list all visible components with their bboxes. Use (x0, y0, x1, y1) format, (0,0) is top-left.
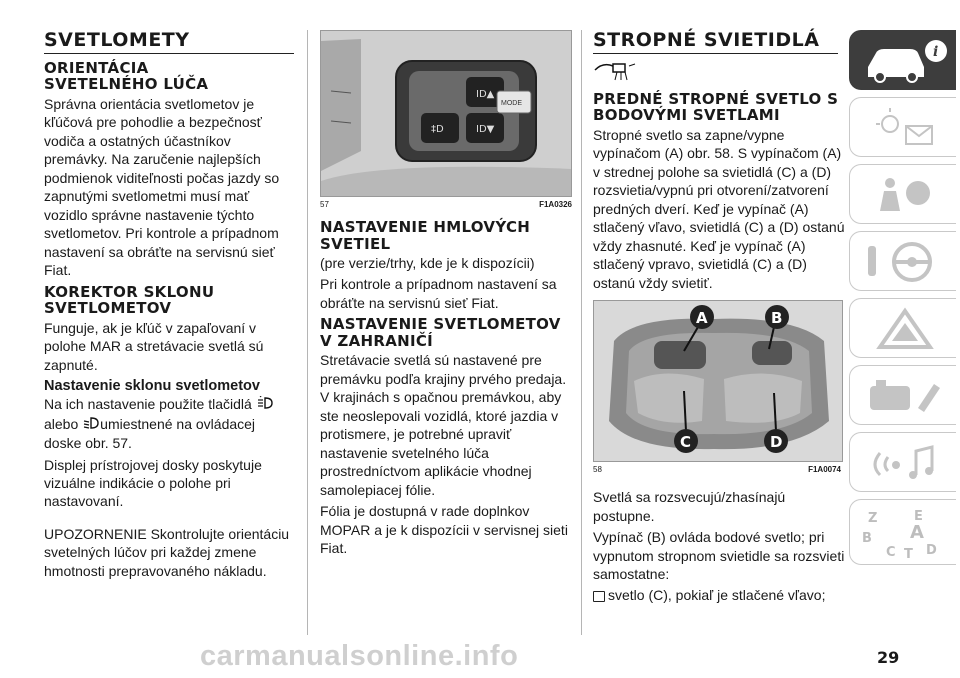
label-a: A (696, 309, 708, 328)
paragraph-verzie: (pre verzie/trhy, kde je k dispozícii) (320, 255, 535, 271)
tab-lights-warnings[interactable] (849, 97, 956, 157)
headlight-down-icon (82, 416, 100, 434)
wrench-icon (860, 372, 950, 420)
car-info-icon (860, 37, 950, 85)
index-letters-icon (860, 506, 950, 562)
tab-emergency[interactable] (849, 298, 956, 358)
svg-text:Z: Z (868, 511, 878, 526)
multimedia-icon (860, 439, 950, 487)
steering-wheel-icon (860, 238, 950, 286)
heading-orientacia: ORIENTÁCIA SVETELNÉHO LÚČA (44, 58, 209, 94)
paragraph-korektor: Funguje, ak je kľúč v zapaľovaní v polohe MAR a stretávacie svetlá sú zapnuté. (44, 319, 264, 373)
svg-text:ID▲: ID▲ (476, 89, 495, 100)
paragraph-vypinac-b: Vypínač (B) ovláda bodové svetlo; pri vypnutom stropnom svietidle sa rozsvieti samostatne: (593, 529, 845, 582)
tab-car-info[interactable] (849, 30, 956, 90)
bullet-item: svetlo (C), pokiaľ je stlačené vľavo; (593, 586, 845, 604)
column-middle (320, 30, 572, 561)
figure-code: F1A0326 (539, 200, 572, 209)
tab-safety[interactable] (849, 164, 956, 224)
figure-number: 57 (320, 200, 329, 209)
figure-caption (320, 200, 572, 209)
section-title-stropne: STROPNÉ SVIETIDLÁ (593, 30, 838, 54)
svg-text:ID▼: ID▼ (476, 124, 495, 135)
heading-korektor: KOREKTOR SKLONU SVETLOMETOV (44, 282, 215, 318)
svg-text:T: T (904, 547, 913, 562)
paragraph-kontrola: Pri kontrole a prípadnom nastavení sa obráťte na servisnú sieť Fiat. (320, 276, 557, 311)
paragraph-postupne: Svetlá sa rozsvecujú/zhasínajú postupne. (593, 489, 786, 524)
svg-text:D: D (926, 543, 937, 558)
svg-text:i: i (933, 44, 939, 60)
mode-label: MODE (501, 100, 522, 107)
paragraph-displej: Displej prístrojovej dosky poskytuje vizuálne indikácie o polohe pri nastavovaní. (44, 456, 262, 510)
heading-predne: PREDNÉ STROPNÉ SVETLO S BODOVÝMI SVETLAMI (593, 89, 839, 125)
column-divider (581, 30, 582, 635)
paragraph-upozornenie: UPOZORNENIE Skontrolujte orientáciu svetelných lúčov pri každej zmene hmotnosti prepravovaného nákladu. (44, 525, 290, 579)
figure-caption (593, 465, 841, 474)
column-divider (307, 30, 308, 635)
tab-multimedia[interactable] (849, 432, 956, 492)
page-number: 29 (877, 648, 900, 667)
heading-zahranici: NASTAVENIE SVETLOMETOV V ZAHRANIČÍ (320, 315, 561, 350)
heading-hmlovych: NASTAVENIE HMLOVÝCH SVETIEL (320, 218, 531, 253)
figure-number: 58 (593, 465, 602, 475)
label-d: D (770, 433, 783, 452)
tab-index[interactable] (849, 499, 956, 565)
figure-code: F1A0074 (808, 465, 841, 475)
tab-maintenance[interactable] (849, 365, 956, 425)
bullet-icon (593, 591, 605, 602)
svg-text:C: C (886, 545, 896, 560)
svg-text:‡D: ‡D (431, 124, 444, 135)
section-title: SVETLOMETY (44, 30, 294, 54)
warning-light-icon (860, 104, 950, 152)
watermark: carmanualsonline.info (200, 640, 519, 672)
paragraph-orientacia: Správna orientácia svetlometov je kľúčová pre pohodlie a bezpečnosť vodiča a ostatných účastníkov premávky. Na zaručenie najlepších podmienok viditeľnosti počas jazdy so zapnutými svetlometmi musí mať vozidlo správne nastavenie týchto svetlometov. Pri kontrole a prípadnom nastavení sa obráťte na servisnú sieť Fiat. (44, 95, 280, 279)
svg-text:B: B (862, 531, 872, 546)
paragraph-zahranici: Stretávacie svetlá sú nastavené pre premávku podľa krajiny prvého predaja. V krajinách s opačnou premávkou, aby ste neoslepovali vozidlá, ktoré jazdia v protismere, je potrebné upraviť nastavenie svetelného lúča prostredníctvom aplikácie vhodnej samolepiacej fólie. (320, 352, 567, 498)
svg-text:A: A (910, 522, 924, 543)
warning-triangle-icon (860, 305, 950, 353)
paragraph-predne: Stropné svetlo sa zapne/vypne vypínačom (A) obr. 58. S vypínačom (A) v strednej polohe sa svietidlá (C) a (D) rozsvietia/vypnú pri otvorení/zatvorení predných dverí. Keď je vypínač (A) stlačený vľavo, svietidlá (C) a (D) ostanú vždy zhasnuté. Keď je vypínač (A) stlačený vpravo, svietidlá (C) a (D) ostanú vždy svietiť. (593, 126, 845, 291)
column-left (44, 30, 294, 583)
chapter-tabs (849, 30, 960, 572)
ceiling-light-icon (593, 60, 845, 87)
figure-57 (320, 30, 572, 197)
label-c: C (680, 433, 692, 452)
paragraph-nastavenie: Na ich nastavenie použite tlačidlá alebo umiestnené na ovládacej doske obr. 57. (44, 395, 294, 453)
headlight-up-icon (256, 396, 274, 414)
svg-text:E: E (914, 509, 923, 524)
paragraph-folia: Fólia je dostupná v rade doplnkov MOPAR a je k dispozícii v servisnej sieti Fiat. (320, 503, 568, 557)
heading-nastavenie: Nastavenie sklonu svetlometov (44, 377, 260, 394)
figure-58 (593, 300, 843, 462)
airbag-icon (860, 171, 950, 219)
tab-driving[interactable] (849, 231, 956, 291)
label-b: B (771, 309, 783, 328)
column-right (593, 30, 845, 608)
